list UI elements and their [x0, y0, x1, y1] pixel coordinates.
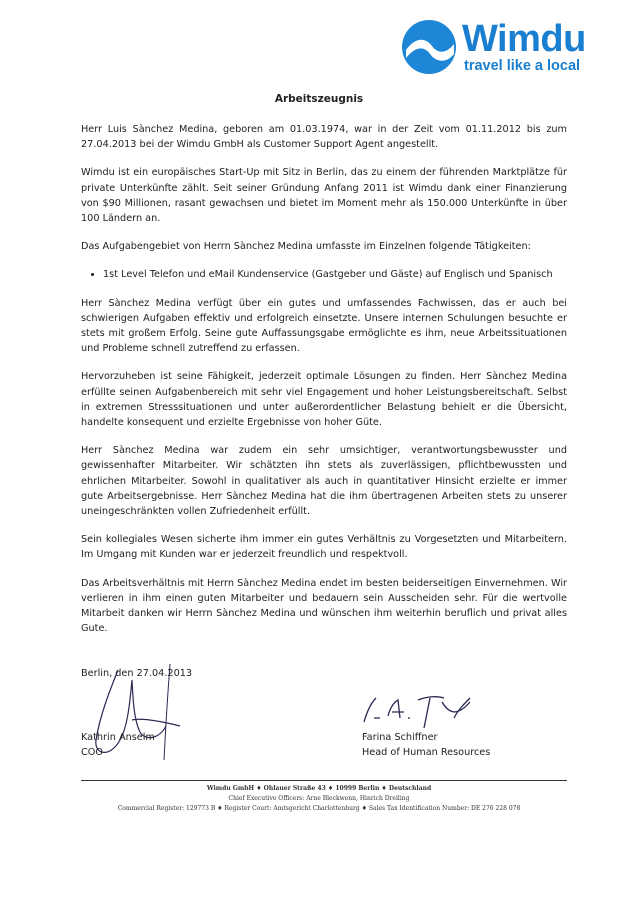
signatory-left-role: COO	[81, 747, 104, 758]
task-list	[81, 267, 567, 282]
wimdu-logo	[402, 20, 602, 76]
document-body	[81, 122, 567, 649]
footer-register: Commercial Register: 129773 B ♦ Register Court: Amtsgericht Charlottenburg ♦ Sales Tax Identification Number: DE 276 228 078	[117, 805, 521, 812]
footer	[0, 784, 638, 814]
paragraph: Herr Luis Sànchez Medina, geboren am 01.03.1974, war in der Zeit vom 01.11.2012 bis zum 27.04.2013 bei der Wimdu GmbH als Customer Support Agent angestellt.	[81, 124, 567, 151]
logo-brand: Wimdu	[462, 18, 586, 60]
paragraph: Herr Sànchez Medina war zudem ein sehr umsichtiger, verantwortungsbewusster und gewissenhafter Mitarbeiter. Wir schätzten ihn stets als zuverlässigen, pflichtbewussten und ehrlichen Mitarbeiter. Sowohl in qualitativer als auch in quantitativer Hinsicht erzielte er immer gute Arbeitsergebnisse. Herr Sànchez Medina hat die ihm übertragenen Arbeiten stets zu unserer uneingeschränkten vollen Zufriedenheit erfüllt.	[81, 445, 567, 518]
paragraph: Das Arbeitsverhältnis mit Herrn Sànchez Medina endet im besten beiderseitigen Einvernehmen. Wir verlieren in ihm einen guten Mitarbeiter und bedauern sein Ausscheiden sehr. Für die wertvolle Mitarbeit danken wir Herrn Sànchez Medina und wünschen ihm weiterhin beruflich und privat alles Gute.	[81, 577, 567, 635]
place-date: Berlin, den 27.04.2013	[81, 668, 193, 679]
footer-divider	[81, 780, 567, 781]
paragraph: Sein kollegiales Wesen sicherte ihm immer ein gutes Verhältnis zu Vorgesetzten und Mitarbeitern. Im Umgang mit Kunden war er jederzeit freundlich und respektvoll.	[81, 534, 567, 561]
footer-company: Wimdu GmbH ♦ Ohlauer Straße 43 ♦ 10999 Berlin ♦ Deutschland	[206, 785, 432, 792]
signatory-left-name: Kathrin Anselm	[81, 732, 155, 743]
logo-tagline: travel like a local	[464, 58, 581, 74]
footer-officers: Chief Executive Officers: Arne Bleckwenn, Hinrich Dreiling	[228, 795, 410, 802]
signatory-right	[362, 730, 490, 760]
signature-right-icon	[358, 688, 478, 736]
list-item: • 1st Level Telefon und eMail Kundenservice (Gastgeber und Gäste) auf Englisch und Spanisch	[103, 267, 567, 282]
signatory-left	[81, 730, 155, 760]
paragraph: Herr Sànchez Medina verfügt über ein gutes und umfassendes Fachwissen, das er auch bei schwierigen Aufgaben effektiv und erfolgreich einsetzte. Unsere internen Schulungen besuchte er stets mit großem Erfolg. Seine gute Auffassungsgabe ermöglichte es ihm, neue Arbeitssituationen und Probleme schnell zutreffend zu erfassen.	[81, 297, 567, 355]
signatory-right-role: Head of Human Resources	[362, 747, 491, 758]
paragraph: Wimdu ist ein europäisches Start-Up mit Sitz in Berlin, das zu einem der führenden Marktplätze für private Unterkünfte zählt. Seit seiner Gründung Anfang 2011 ist Wimdu dank einer Finanzierung von $90 Millionen, rasant gewachsen und bietet im Moment mehr als 150.000 Unterkünfte in über 100 Ländern an.	[81, 167, 567, 225]
paragraph: Hervorzuheben ist seine Fähigkeit, jederzeit optimale Lösungen zu finden. Herr Sànchez Medina erfüllte seinen Aufgabenbereich mit sehr viel Engagement und hoher Leistungsbereitschaft. Selbst in extremen Stresssituationen und unter außerordentlicher Belastung behielt er die Übersicht, handelte konsequent und erzielte Ergebnisse von hoher Güte.	[81, 371, 567, 429]
wave-logo-icon	[402, 20, 456, 74]
signatory-right-name: Farina Schiffner	[362, 732, 438, 743]
document-title: Arbeitszeugnis	[274, 93, 364, 105]
paragraph: Das Aufgabengebiet von Herrn Sànchez Medina umfasste im Einzelnen folgende Tätigkeiten:	[81, 241, 531, 253]
